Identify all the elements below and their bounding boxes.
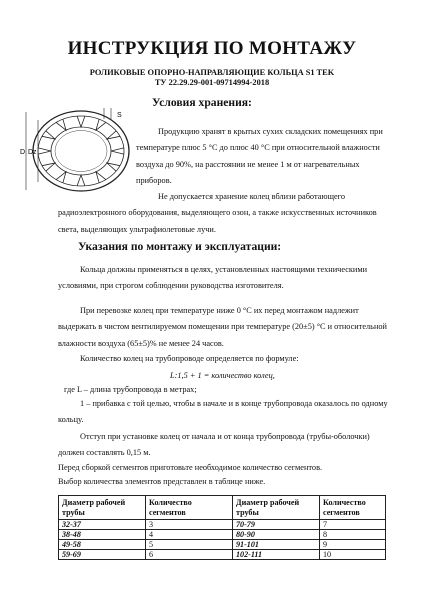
table-cell: 80-90: [233, 530, 320, 540]
ring-spoke: [42, 131, 55, 139]
dimension-d-label: D: [20, 149, 26, 156]
mounting-heading: Указания по монтажу и эксплуатации:: [78, 240, 282, 253]
ring-spoke: [56, 119, 66, 130]
table-cell: 8: [320, 530, 386, 540]
ring-spoke: [56, 172, 66, 183]
table-cell: 3: [146, 520, 233, 530]
table-cell: 32-37: [59, 520, 146, 530]
table-header-row: [59, 496, 386, 520]
table-cell: 102-111: [233, 550, 320, 560]
ring-spoke: [111, 148, 124, 154]
ring-spoke: [77, 116, 85, 127]
mounting-paragraph-1: Кольца должны применяться в целях, установленных настоящими техническими условиями, при строгом соблюдении руководства изготовителя.: [58, 265, 368, 291]
ring-spoke: [96, 172, 106, 183]
table-row: [59, 550, 386, 560]
mounting-paragraph-6: Перед сборкой сегментов приготовьте необходимое количество сегментов.: [58, 463, 323, 472]
document-subtitle: [0, 68, 424, 87]
ring-spoke: [96, 119, 106, 130]
table-header-cell: Диаметр рабочей трубы: [233, 496, 320, 520]
ring-spoke: [38, 148, 51, 154]
mounting-paragraph-2: При перевозке колец при температуре ниже 0 °С их перед монтажом надлежит выдержать в чистом вентилируемом помещении при температуре (20±5) °С и относительной влажности воздуха (65±5)% не менее 24 часов.: [58, 306, 387, 348]
ring-count-formula: L:1,5 + 1 = количество колец,: [170, 371, 275, 380]
page-title: ИНСТРУКЦИЯ ПО МОНТАЖУ: [67, 38, 357, 59]
formula-explanation: где L – длина трубопровода в метрах;: [64, 385, 197, 394]
table-row: [59, 540, 386, 550]
ring-drawing: [6, 102, 136, 194]
table-cell: 6: [146, 550, 233, 560]
table-cell: 70-79: [233, 520, 320, 530]
mounting-paragraph-3: Количество колец на трубопроводе определяется по формуле:: [80, 354, 299, 363]
ring-spoke: [107, 163, 120, 171]
segments-table: [58, 495, 386, 560]
table-header-cell: Количество сегментов: [320, 496, 386, 520]
table-cell: 4: [146, 530, 233, 540]
table-cell: 91-101: [233, 540, 320, 550]
dimension-dz-label: Dz: [28, 149, 37, 156]
storage-paragraph-1: Продукцию хранят в крытых сухих складских помещениях при температуре плюс 5 °С до плюс 40 °С при относительной влажности воздуха до 90%, на расстоянии не менее 1 м от нагревательных приборов.: [136, 127, 383, 186]
table-cell: 49-58: [59, 540, 146, 550]
ring-spoke: [77, 175, 85, 186]
table-cell: 7: [320, 520, 386, 530]
table-cell: 9: [320, 540, 386, 550]
table-row: [59, 520, 386, 530]
table-header-cell: Количество сегментов: [146, 496, 233, 520]
dimension-s-label: S: [117, 112, 122, 119]
mounting-paragraph-5: Отступ при установке колец от начала и от конца трубопровода (трубы-оболочки) должен составлять 0,15 м.: [58, 432, 370, 458]
mounting-paragraph-7: Выбор количества элементов представлен в таблице ниже.: [58, 477, 266, 486]
ring-spoke: [107, 131, 120, 139]
spec-number: ТУ 22.29.29-001-09714994-2018: [154, 77, 270, 87]
ring-spoke: [42, 163, 55, 171]
table-cell: 38-48: [59, 530, 146, 540]
mounting-paragraph-4: 1 – прибавка с той целью, чтобы в начале и в конце трубопровода оказалось по одному кольцу.: [58, 399, 388, 425]
storage-paragraph-2: Не допускается хранение колец вблизи работающего радиоэлектронного оборудования, выделяющего озон, а также искусственных источников света, выделяющих ультрафиолетовые лучи.: [58, 192, 377, 234]
table-header-cell: Диаметр рабочей трубы: [59, 496, 146, 520]
table-row: [59, 530, 386, 540]
table-cell: 5: [146, 540, 233, 550]
table-cell: 10: [320, 550, 386, 560]
table-cell: 59-69: [59, 550, 146, 560]
storage-heading: Условия хранения:: [152, 96, 252, 109]
product-name: РОЛИКОВЫЕ ОПОРНО-НАПРАВЛЯЮЩИЕ КОЛЬЦА S1 TEK: [89, 68, 335, 77]
